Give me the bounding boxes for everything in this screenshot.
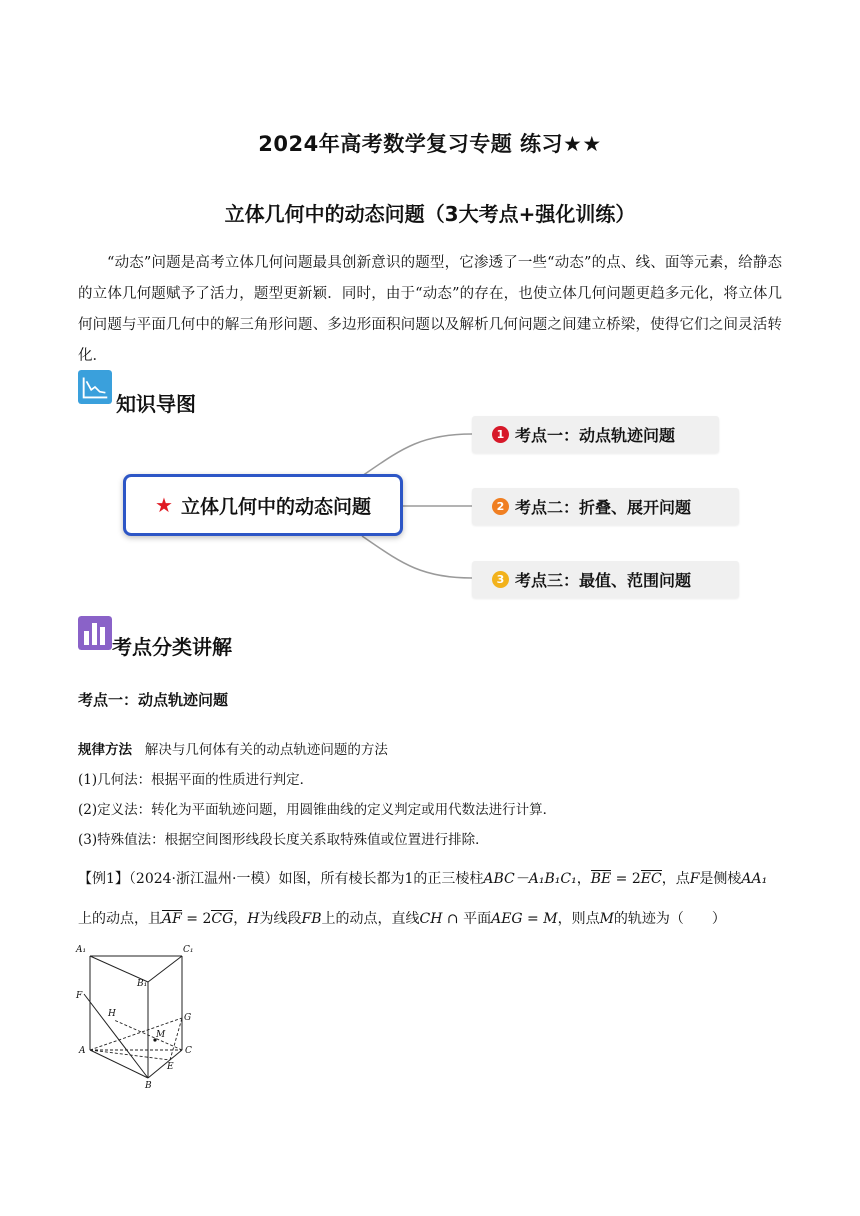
label-c: C bbox=[185, 1046, 192, 1056]
label-a: A bbox=[79, 1046, 86, 1056]
mind-map-node-2 bbox=[472, 488, 739, 525]
node-label: 考点三：最值、范围问题 bbox=[515, 571, 692, 590]
star-icon: ★ bbox=[155, 493, 173, 517]
label-a1: A₁ bbox=[76, 945, 87, 955]
label-m: M bbox=[156, 1030, 166, 1040]
label-g: G bbox=[184, 1013, 192, 1023]
point-f: F bbox=[689, 871, 700, 887]
vector-cg: CG bbox=[211, 911, 234, 927]
intro-paragraph bbox=[78, 248, 782, 372]
prism-figure bbox=[74, 940, 204, 1090]
number-badge-icon: 3 bbox=[492, 571, 509, 588]
document-title: 2024年高考数学复习专题 练习★★ bbox=[258, 132, 602, 156]
example-text: 如图，所有棱长都为1的正三棱柱 bbox=[278, 871, 484, 887]
method-item-1: (1)几何法：根据平面的性质进行判定． bbox=[78, 772, 314, 788]
point-m: M bbox=[543, 911, 558, 927]
example-source: （2024·浙江温州·一模） bbox=[128, 871, 279, 887]
mind-map-node-3 bbox=[472, 561, 739, 598]
method-label: 规律方法 bbox=[78, 742, 132, 758]
number-badge-icon: 1 bbox=[492, 426, 509, 443]
example-text: 平面 bbox=[463, 911, 492, 927]
example-text: 上的动点，且 bbox=[78, 911, 162, 927]
center-node-label: 立体几何中的动态问题 bbox=[180, 495, 371, 518]
example-text: ， bbox=[576, 871, 591, 887]
intro-text: “动态”问题是高考立体几何问题最具创新意识的题型，它渗透了一些“动态”的点、线、面等元素，给静态的立体几何题赋予了活力，题型更新颖．同时，由于“动态”的存在，也使立体几何问题更趋多元化，将立体几何问题与平面几何中的解三角形问题、多边形面积问题以及解析几何问题之间建立桥梁，使得它们之间灵活转化． bbox=[78, 255, 782, 364]
segment-fb: FB bbox=[301, 911, 322, 927]
document-subtitle: 立体几何中的动态问题（3大考点+强化训练） bbox=[224, 202, 636, 226]
prism-name: ABC－A₁B₁C₁ bbox=[483, 871, 577, 887]
vector-ec: EC bbox=[640, 871, 662, 887]
example-text: 的轨迹为（ ） bbox=[613, 911, 726, 927]
mind-map-node-1 bbox=[472, 416, 719, 453]
bar-chart-icon bbox=[78, 616, 112, 650]
example-label: 【例1】 bbox=[78, 871, 129, 887]
line-chart-icon bbox=[78, 370, 112, 404]
prism-dashed-edges bbox=[90, 1018, 182, 1060]
label-c1: C₁ bbox=[183, 945, 194, 955]
kp1-heading: 考点一：动点轨迹问题 bbox=[78, 691, 229, 709]
mind-map-center-node bbox=[123, 474, 403, 536]
example-text: 为线段 bbox=[259, 911, 302, 927]
knowledge-map-title: 知识导图 bbox=[116, 392, 196, 416]
explain-section-title: 考点分类讲解 bbox=[112, 635, 232, 659]
example-text: ， bbox=[233, 911, 248, 927]
label-h: H bbox=[108, 1009, 116, 1019]
example1-line2 bbox=[78, 908, 782, 928]
example-text: = bbox=[522, 911, 544, 927]
node-label: 考点一：动点轨迹问题 bbox=[515, 426, 676, 445]
example-text: = 2 bbox=[611, 871, 641, 887]
example-text: = 2 bbox=[181, 911, 212, 927]
edge-aa1: AA₁ bbox=[741, 871, 768, 887]
method-intro: 解决与几何体有关的动点轨迹问题的方法 bbox=[144, 742, 388, 758]
plane-aeg: AEG bbox=[491, 911, 523, 927]
method-item-3: (3)特殊值法：根据空间图形线段长度关系取特殊值或位置进行排除． bbox=[78, 832, 489, 848]
label-e: E bbox=[167, 1062, 174, 1072]
example1-line1 bbox=[78, 868, 782, 888]
example-text: ，则点 bbox=[557, 911, 600, 927]
label-f: F bbox=[76, 991, 83, 1001]
knowledge-map-section-icon bbox=[78, 370, 112, 408]
method-line bbox=[78, 738, 782, 758]
example-text: ，点 bbox=[661, 871, 690, 887]
explain-section-icon bbox=[78, 616, 112, 654]
point-h: H bbox=[247, 911, 260, 927]
vector-be: BE bbox=[590, 871, 612, 887]
intersection-symbol: ∩ bbox=[442, 911, 464, 927]
example-text: 上的动点，直线 bbox=[321, 911, 420, 927]
vector-af: AF bbox=[162, 911, 182, 927]
label-b: B bbox=[145, 1081, 152, 1090]
method-item-2: (2)定义法：转化为平面轨迹问题，用圆锥曲线的定义判定或用代数法进行计算． bbox=[78, 802, 557, 818]
point-m: M bbox=[599, 911, 614, 927]
node-label: 考点二：折叠、展开问题 bbox=[515, 498, 692, 517]
number-badge-icon: 2 bbox=[492, 498, 509, 515]
line-ch: CH bbox=[419, 911, 443, 927]
example-text: 是侧棱 bbox=[699, 871, 742, 887]
label-b1: B₁ bbox=[137, 979, 148, 989]
